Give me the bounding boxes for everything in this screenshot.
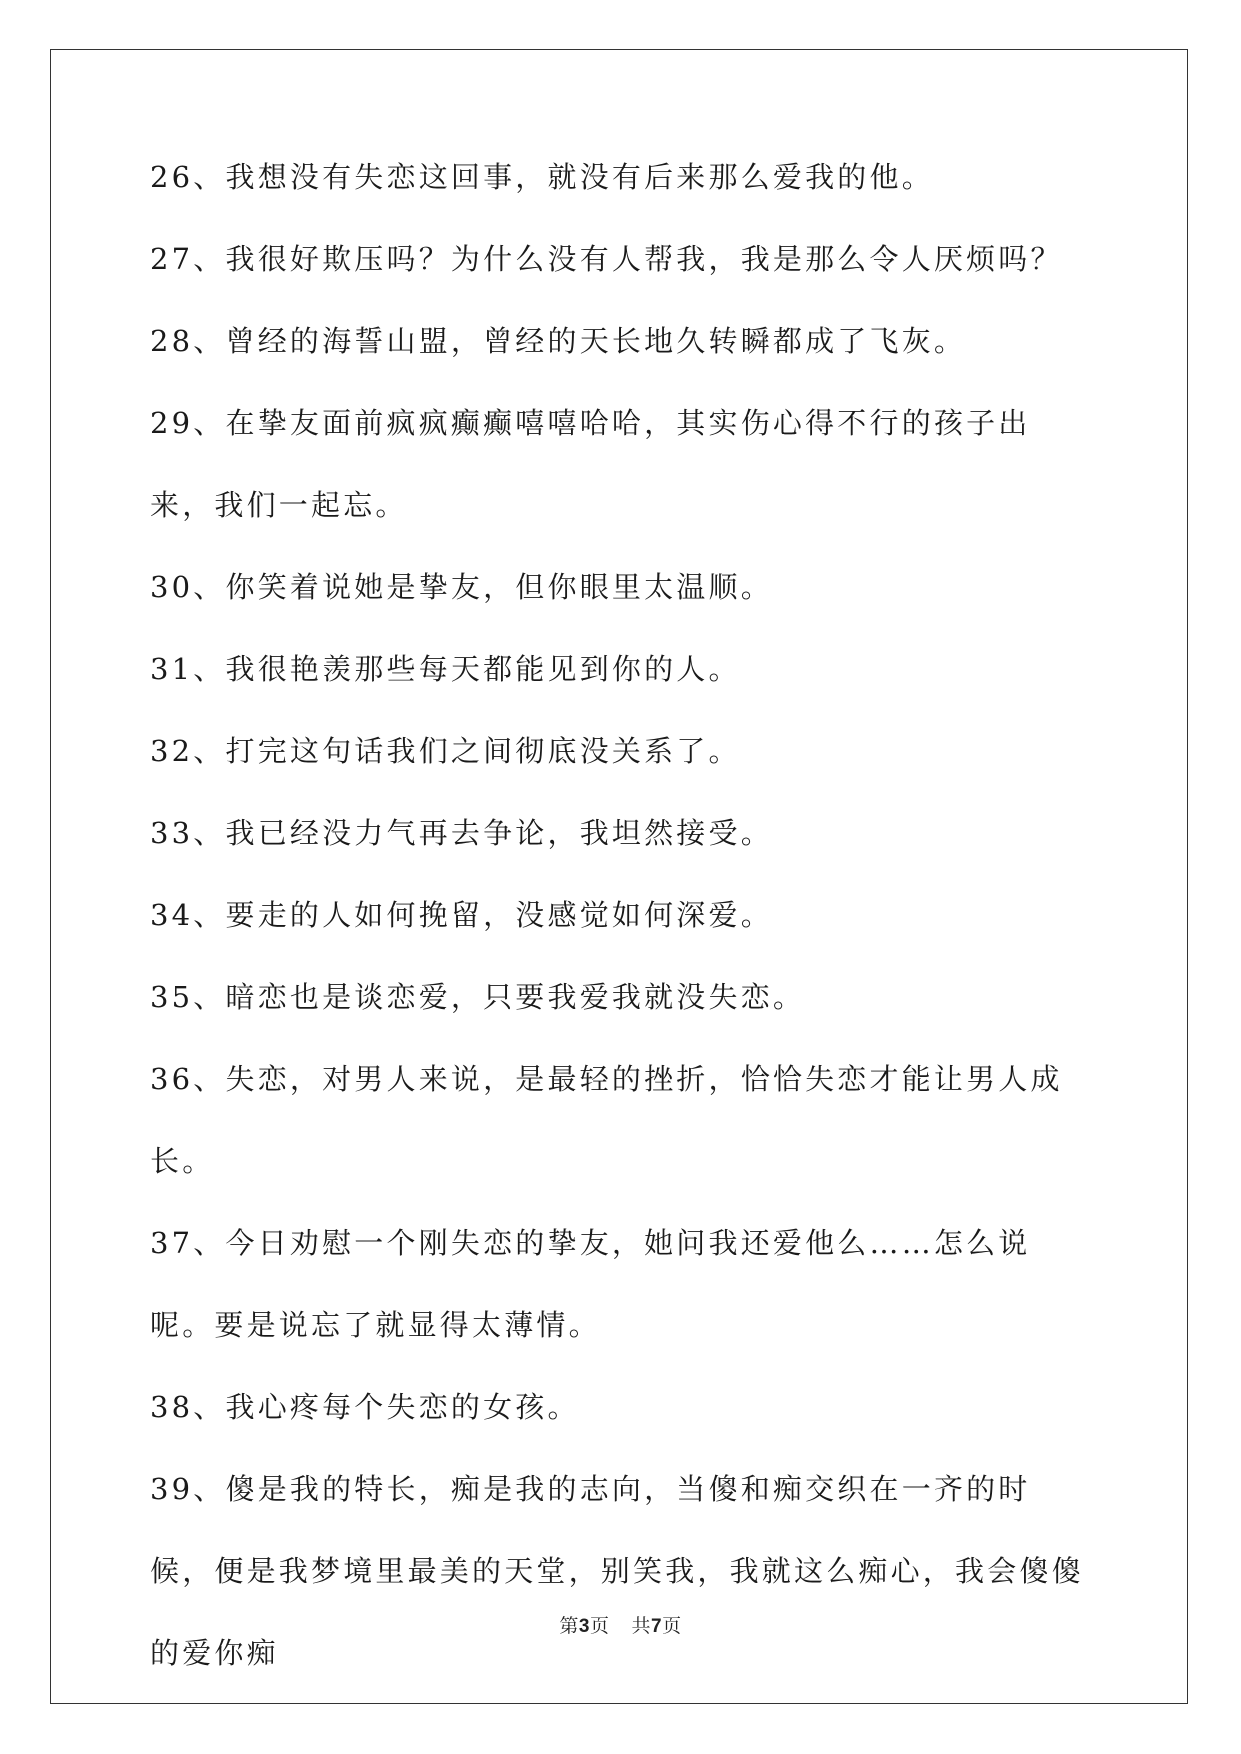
page-suffix: 页 — [589, 1615, 610, 1637]
page-footer — [0, 1611, 1241, 1638]
page-current: 3 — [578, 1616, 590, 1637]
paragraph-28: 28、曾经的海誓山盟，曾经的天长地久转瞬都成了飞灰。 — [150, 324, 967, 358]
document-body — [150, 160, 1090, 1718]
paragraph-32: 32、打完这句话我们之间彻底没关系了。 — [150, 734, 741, 768]
paragraph-29: 29、在挚友面前疯疯癫癫嘻嘻哈哈，其实伤心得不行的孩子出来，我们一起忘。 — [150, 406, 1031, 522]
paragraph-30: 30、你笑着说她是挚友，但你眼里太温顺。 — [150, 570, 773, 604]
total-prefix: 共 — [631, 1615, 652, 1637]
page-prefix: 第 — [559, 1615, 579, 1637]
paragraph-33: 33、我已经没力气再去争论，我坦然接受。 — [150, 816, 773, 850]
paragraph-38: 38、我心疼每个失恋的女孩。 — [150, 1390, 580, 1424]
paragraph-39: 39、傻是我的特长，痴是我的志向，当傻和痴交织在一齐的时候，便是我梦境里最美的天堂，别笑我，我就这么痴心，我会傻傻的爱你痴 — [150, 1472, 1084, 1670]
paragraph-35: 35、暗恋也是谈恋爱，只要我爱我就没失恋。 — [150, 980, 806, 1014]
paragraph-37: 37、今日劝慰一个刚失恋的挚友，她问我还爱他么……怎么说呢。要是说忘了就显得太薄情。 — [150, 1226, 1031, 1342]
page-total: 7 — [651, 1616, 663, 1637]
paragraph-36: 36、失恋，对男人来说，是最轻的挫折，恰恰失恋才能让男人成长。 — [150, 1062, 1063, 1178]
total-suffix: 页 — [662, 1615, 682, 1637]
paragraph-34: 34、要走的人如何挽留，没感觉如何深爱。 — [150, 898, 773, 932]
paragraph-31: 31、我很艳羡那些每天都能见到你的人。 — [150, 652, 741, 686]
paragraph-27: 27、我很好欺压吗？为什么没有人帮我，我是那么令人厌烦吗？ — [150, 242, 1063, 276]
paragraph-26: 26、我想没有失恋这回事，就没有后来那么爱我的他。 — [150, 160, 934, 194]
